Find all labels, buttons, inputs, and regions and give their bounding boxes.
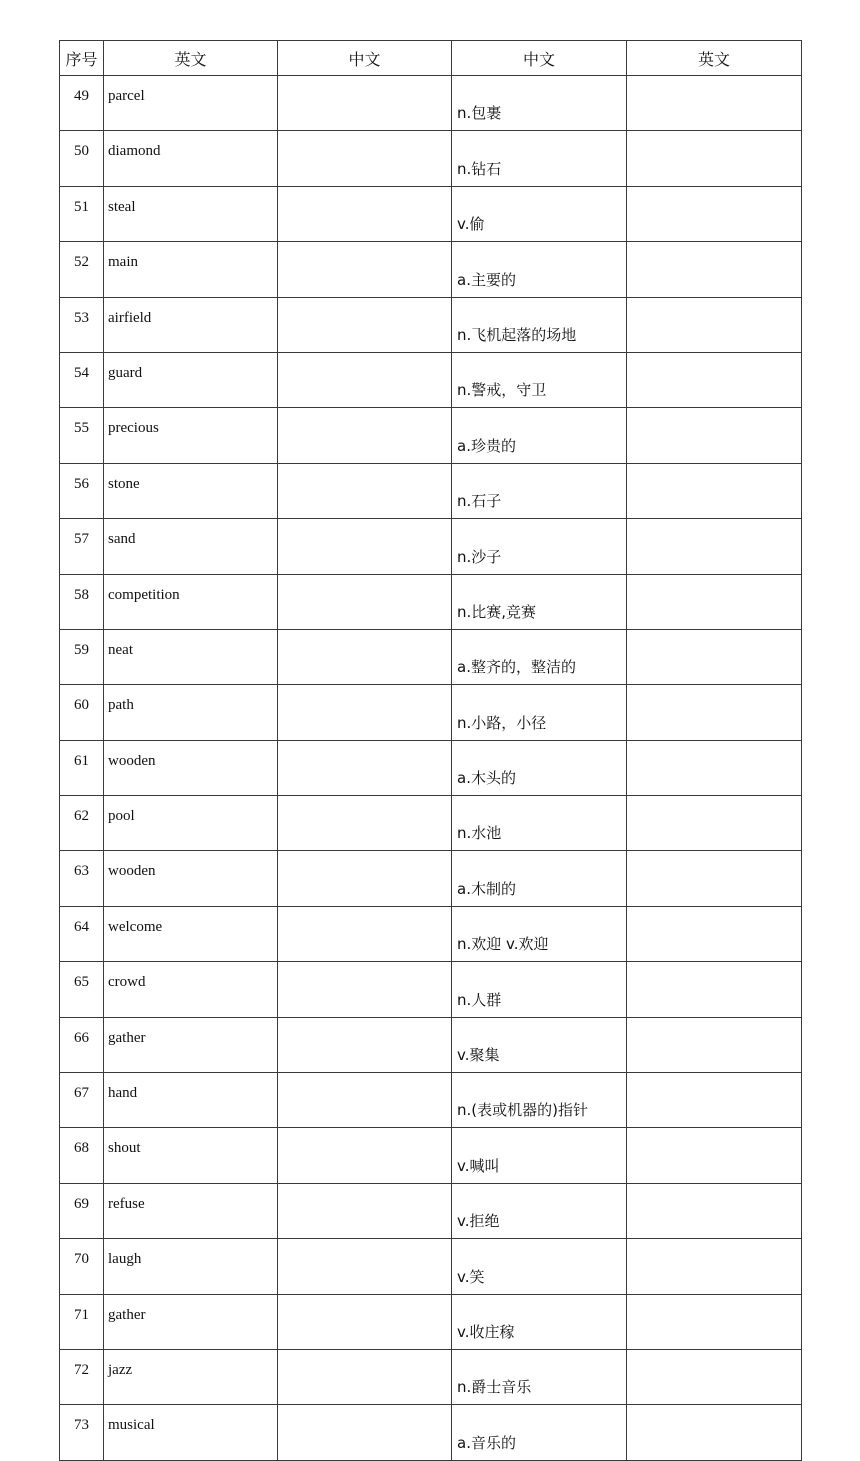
chinese-meaning: n.小路，小径 xyxy=(452,685,627,740)
row-number: 58 xyxy=(60,574,104,629)
chinese-answer-cell xyxy=(278,1349,452,1404)
chinese-meaning: n.(表或机器的)指针 xyxy=(452,1073,627,1128)
english-word: welcome xyxy=(104,906,278,961)
table-row xyxy=(60,1239,802,1294)
english-answer-cell xyxy=(627,740,802,795)
english-word: pool xyxy=(104,796,278,851)
english-word: steal xyxy=(104,186,278,241)
english-word: parcel xyxy=(104,76,278,131)
chinese-answer-cell xyxy=(278,1017,452,1072)
header-row xyxy=(60,41,802,76)
chinese-answer-cell xyxy=(278,740,452,795)
chinese-answer-cell xyxy=(278,352,452,407)
chinese-answer-cell xyxy=(278,76,452,131)
header-number: 序号 xyxy=(60,41,104,76)
english-answer-cell xyxy=(627,242,802,297)
english-answer-cell xyxy=(627,76,802,131)
english-answer-cell xyxy=(627,463,802,518)
chinese-meaning: a.整齐的，整洁的 xyxy=(452,629,627,684)
table-row xyxy=(60,906,802,961)
chinese-meaning: n.水池 xyxy=(452,796,627,851)
chinese-answer-cell xyxy=(278,242,452,297)
chinese-answer-cell xyxy=(278,1183,452,1238)
english-answer-cell xyxy=(627,906,802,961)
chinese-answer-cell xyxy=(278,186,452,241)
row-number: 60 xyxy=(60,685,104,740)
chinese-answer-cell xyxy=(278,629,452,684)
table-row xyxy=(60,796,802,851)
chinese-meaning: v.聚集 xyxy=(452,1017,627,1072)
table-row xyxy=(60,297,802,352)
english-word: main xyxy=(104,242,278,297)
chinese-answer-cell xyxy=(278,1073,452,1128)
english-word: sand xyxy=(104,519,278,574)
chinese-meaning: v.笑 xyxy=(452,1239,627,1294)
chinese-answer-cell xyxy=(278,1128,452,1183)
english-word: hand xyxy=(104,1073,278,1128)
english-word: competition xyxy=(104,574,278,629)
english-word: wooden xyxy=(104,740,278,795)
chinese-meaning: n.比赛,竞赛 xyxy=(452,574,627,629)
english-word: precious xyxy=(104,408,278,463)
chinese-meaning: n.飞机起落的场地 xyxy=(452,297,627,352)
row-number: 53 xyxy=(60,297,104,352)
chinese-answer-cell xyxy=(278,906,452,961)
chinese-meaning: a.珍贵的 xyxy=(452,408,627,463)
chinese-meaning: n.欢迎 v.欢迎 xyxy=(452,906,627,961)
chinese-meaning: n.人群 xyxy=(452,962,627,1017)
vocabulary-table xyxy=(59,40,802,1461)
chinese-answer-cell xyxy=(278,519,452,574)
chinese-answer-cell xyxy=(278,685,452,740)
chinese-meaning: n.警戒，守卫 xyxy=(452,352,627,407)
chinese-meaning: a.音乐的 xyxy=(452,1405,627,1460)
english-answer-cell xyxy=(627,796,802,851)
chinese-answer-cell xyxy=(278,851,452,906)
english-answer-cell xyxy=(627,1183,802,1238)
english-answer-cell xyxy=(627,297,802,352)
table-row xyxy=(60,1017,802,1072)
chinese-answer-cell xyxy=(278,574,452,629)
chinese-meaning: n.沙子 xyxy=(452,519,627,574)
table-row xyxy=(60,519,802,574)
row-number: 51 xyxy=(60,186,104,241)
english-word: neat xyxy=(104,629,278,684)
chinese-answer-cell xyxy=(278,796,452,851)
row-number: 62 xyxy=(60,796,104,851)
row-number: 68 xyxy=(60,1128,104,1183)
english-answer-cell xyxy=(627,1017,802,1072)
row-number: 57 xyxy=(60,519,104,574)
row-number: 55 xyxy=(60,408,104,463)
chinese-answer-cell xyxy=(278,1239,452,1294)
english-answer-cell xyxy=(627,1349,802,1404)
row-number: 66 xyxy=(60,1017,104,1072)
row-number: 56 xyxy=(60,463,104,518)
chinese-answer-cell xyxy=(278,297,452,352)
header-english: 英文 xyxy=(104,41,278,76)
table-body xyxy=(60,76,802,1461)
english-answer-cell xyxy=(627,131,802,186)
table-row xyxy=(60,242,802,297)
table-row xyxy=(60,76,802,131)
chinese-answer-cell xyxy=(278,131,452,186)
table-row xyxy=(60,131,802,186)
row-number: 67 xyxy=(60,1073,104,1128)
row-number: 65 xyxy=(60,962,104,1017)
row-number: 71 xyxy=(60,1294,104,1349)
english-word: laugh xyxy=(104,1239,278,1294)
table-row xyxy=(60,186,802,241)
english-answer-cell xyxy=(627,851,802,906)
english-answer-cell xyxy=(627,962,802,1017)
chinese-meaning: n.石子 xyxy=(452,463,627,518)
english-word: crowd xyxy=(104,962,278,1017)
table-row xyxy=(60,574,802,629)
row-number: 63 xyxy=(60,851,104,906)
english-answer-cell xyxy=(627,186,802,241)
english-answer-cell xyxy=(627,408,802,463)
english-answer-cell xyxy=(627,574,802,629)
chinese-meaning: a.主要的 xyxy=(452,242,627,297)
row-number: 73 xyxy=(60,1405,104,1460)
english-answer-cell xyxy=(627,1128,802,1183)
table-row xyxy=(60,1349,802,1404)
row-number: 64 xyxy=(60,906,104,961)
header-chinese-blank: 中文 xyxy=(278,41,452,76)
header-chinese: 中文 xyxy=(452,41,627,76)
row-number: 49 xyxy=(60,76,104,131)
english-word: shout xyxy=(104,1128,278,1183)
chinese-meaning: n.爵士音乐 xyxy=(452,1349,627,1404)
english-word: diamond xyxy=(104,131,278,186)
chinese-answer-cell xyxy=(278,1294,452,1349)
chinese-meaning: a.木头的 xyxy=(452,740,627,795)
english-answer-cell xyxy=(627,629,802,684)
table-row xyxy=(60,1183,802,1238)
row-number: 52 xyxy=(60,242,104,297)
english-answer-cell xyxy=(627,1239,802,1294)
table-row xyxy=(60,408,802,463)
english-word: gather xyxy=(104,1294,278,1349)
chinese-meaning: v.收庄稼 xyxy=(452,1294,627,1349)
english-word: musical xyxy=(104,1405,278,1460)
row-number: 69 xyxy=(60,1183,104,1238)
table-row xyxy=(60,352,802,407)
row-number: 54 xyxy=(60,352,104,407)
english-answer-cell xyxy=(627,685,802,740)
english-word: jazz xyxy=(104,1349,278,1404)
table-row xyxy=(60,740,802,795)
row-number: 59 xyxy=(60,629,104,684)
header-english-blank: 英文 xyxy=(627,41,802,76)
english-word: path xyxy=(104,685,278,740)
english-answer-cell xyxy=(627,519,802,574)
table-row xyxy=(60,1128,802,1183)
chinese-meaning: n.钻石 xyxy=(452,131,627,186)
table-row xyxy=(60,685,802,740)
chinese-meaning: a.木制的 xyxy=(452,851,627,906)
english-word: guard xyxy=(104,352,278,407)
english-answer-cell xyxy=(627,1294,802,1349)
row-number: 70 xyxy=(60,1239,104,1294)
table-row xyxy=(60,1294,802,1349)
english-answer-cell xyxy=(627,352,802,407)
row-number: 72 xyxy=(60,1349,104,1404)
chinese-meaning: v.拒绝 xyxy=(452,1183,627,1238)
table-row xyxy=(60,463,802,518)
row-number: 61 xyxy=(60,740,104,795)
chinese-answer-cell xyxy=(278,1405,452,1460)
english-word: stone xyxy=(104,463,278,518)
english-answer-cell xyxy=(627,1405,802,1460)
chinese-meaning: v.喊叫 xyxy=(452,1128,627,1183)
english-word: airfield xyxy=(104,297,278,352)
table-row xyxy=(60,1073,802,1128)
chinese-answer-cell xyxy=(278,962,452,1017)
english-word: wooden xyxy=(104,851,278,906)
chinese-answer-cell xyxy=(278,408,452,463)
row-number: 50 xyxy=(60,131,104,186)
chinese-meaning: n.包裹 xyxy=(452,76,627,131)
chinese-answer-cell xyxy=(278,463,452,518)
table-row xyxy=(60,851,802,906)
english-word: refuse xyxy=(104,1183,278,1238)
table-row xyxy=(60,962,802,1017)
chinese-meaning: v.偷 xyxy=(452,186,627,241)
english-word: gather xyxy=(104,1017,278,1072)
table-row xyxy=(60,629,802,684)
english-answer-cell xyxy=(627,1073,802,1128)
table-row xyxy=(60,1405,802,1460)
